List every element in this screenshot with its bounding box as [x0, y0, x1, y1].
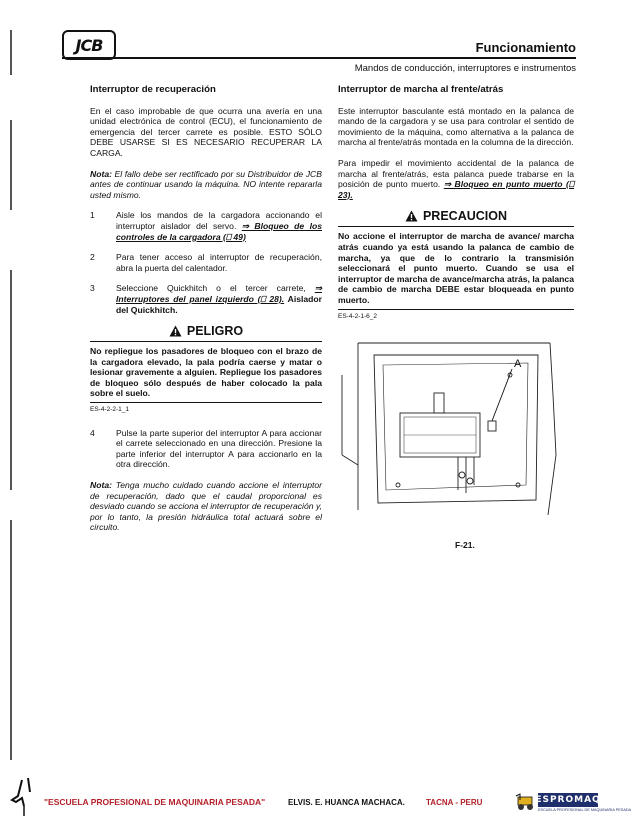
note-text: El fallo debe ser rectificado por su Distribuidor de JCB antes de continuar usando la máquina. NO intente repararla usted mismo. [90, 168, 322, 200]
step-text: Para tener acceso al interruptor de recuperación, abra la puerta del calentador. [116, 252, 322, 273]
footer [44, 790, 632, 824]
danger-heading [90, 325, 322, 337]
cross-reference-link[interactable]: ⇒ Interruptores del panel izquierdo (⎕ 28). [116, 283, 322, 304]
step-number: 2 [90, 252, 95, 263]
section-heading-recovery: Interruptor de recuperación [90, 84, 216, 95]
fnr-intro: Este interruptor basculante está montado en la palanca de mando de la cargadora y se usa para controlar el sentido de movimiento de la máquina, como alternativa a la palanca de marcha al frente/atrás montada en la columna de la dirección. [338, 105, 574, 148]
page-subtitle: Mandos de conducción, interruptores e instrumentos [354, 63, 576, 74]
step-number: 4 [90, 427, 95, 438]
section-heading-fnr: Interruptor de marcha al frente/atrás [338, 84, 504, 95]
step-item [90, 252, 322, 273]
note-label: Nota: [90, 480, 112, 491]
binder-edge [10, 120, 12, 210]
figure-callout-a: A [514, 358, 522, 370]
figure-caption: F-21. [455, 540, 475, 550]
caution-heading [338, 210, 574, 222]
binder-edge [10, 270, 12, 490]
caution-box: No accione el interruptor de marcha de avance/ marcha atrás cuando ya está usando la palanca de cambio de marcha, ya que de lo contrario la transmisión seleccionará el punto muerto. Cuando se usa el interruptor de marcha de avance/marcha atrás, la palanca de cambio de marcha DEBE estar bloqueada en punto muerto. [338, 226, 574, 309]
fnr-lock-text: Para impedir el movimiento accidental de la palanca de marcha al frente/atrás, esta palanca puede trabarse en la posición de punto muerto. [338, 157, 574, 190]
note-2 [90, 480, 322, 533]
espromaq-logo [514, 792, 632, 816]
danger-title: PELIGRO [186, 323, 244, 338]
recovery-intro: En el caso improbable de que ocurra una avería en una unidad electrónica de control (ECU), el funcionamiento de emergencia del tercer carrete es posible. ESTO SÓLO DEBE USARSE SI ES NECESARIO RECUPERAR LA CARGA. [90, 105, 322, 158]
step-item [90, 283, 322, 315]
logo-text: JCB [75, 35, 103, 55]
step-text: Pulse la parte superior del interruptor A para accionar el carrete seleccionado en una dirección. Presione la parte inferior del interruptor A para accionarlo en la otra dirección. [116, 427, 322, 470]
step-item [90, 210, 322, 242]
recovery-switch-illustration [338, 335, 574, 523]
step-item [90, 428, 322, 470]
note-1 [90, 169, 322, 201]
header-rule [62, 57, 576, 59]
warning-triangle-icon [169, 325, 182, 337]
cross-reference-link[interactable]: ⇒ Bloqueo de los controles de la cargadora (⎕ 49) [116, 220, 322, 242]
binder-edge [10, 30, 12, 75]
warning-triangle-icon [405, 210, 418, 222]
footer-brand: ESPROMAQ [535, 795, 601, 805]
danger-code: ES-4-2-2-1_1 [90, 406, 130, 414]
step-number: 3 [90, 283, 95, 294]
footer-school: "ESCUELA PROFESIONAL DE MAQUINARIA PESADA" [44, 797, 266, 807]
figure-f21 [338, 335, 574, 523]
left-column [90, 85, 322, 543]
note-text: Tenga mucho cuidado cuando accione el interruptor de recuperación, dado que el caudal proporcional es desviado cuando se acciona el interruptor de recuperación y, por lo tanto, la presión hidráulica total actuará sobre el circuito. [90, 480, 322, 533]
excavator-icon [8, 776, 38, 816]
page-title: Funcionamiento [475, 40, 576, 55]
step-text: Aisle los mandos de la cargadora accionando el interruptor aislador del servo. [116, 210, 322, 231]
step-text-bold: Aislador del Quickhitch. [116, 293, 322, 315]
step-text: Seleccione Quickhitch o el tercer carrete, [116, 283, 315, 294]
jcb-logo [62, 30, 116, 60]
caution-title: PRECAUCION [422, 209, 508, 224]
footer-author: ELVIS. E. HUANCA MACHACA. [288, 798, 405, 807]
right-column [338, 85, 574, 334]
step-number: 1 [90, 210, 95, 221]
binder-edge [10, 520, 12, 760]
footer-city: TACNA - PERU [426, 798, 483, 807]
loader-icon [514, 792, 536, 812]
cross-reference-link[interactable]: ⇒ Bloqueo en punto muerto (⎕ 23). [338, 179, 575, 200]
note-label: Nota: [90, 168, 112, 179]
fnr-lock [338, 158, 574, 200]
footer-brand-tagline: ESCUELA PROFESIONAL DE MAQUINARIA PESADA [538, 808, 632, 812]
danger-box: No repliegue los pasadores de bloqueo con el brazo de la cargadora elevado, la pala podría caerse y matar o lesionar gravemente a alguien. Repliegue los pasadores de bloqueo sólo después de haber colocado la pala sobre el suelo. [90, 341, 322, 403]
caution-code: ES-4-2-1-6_2 [338, 312, 378, 320]
